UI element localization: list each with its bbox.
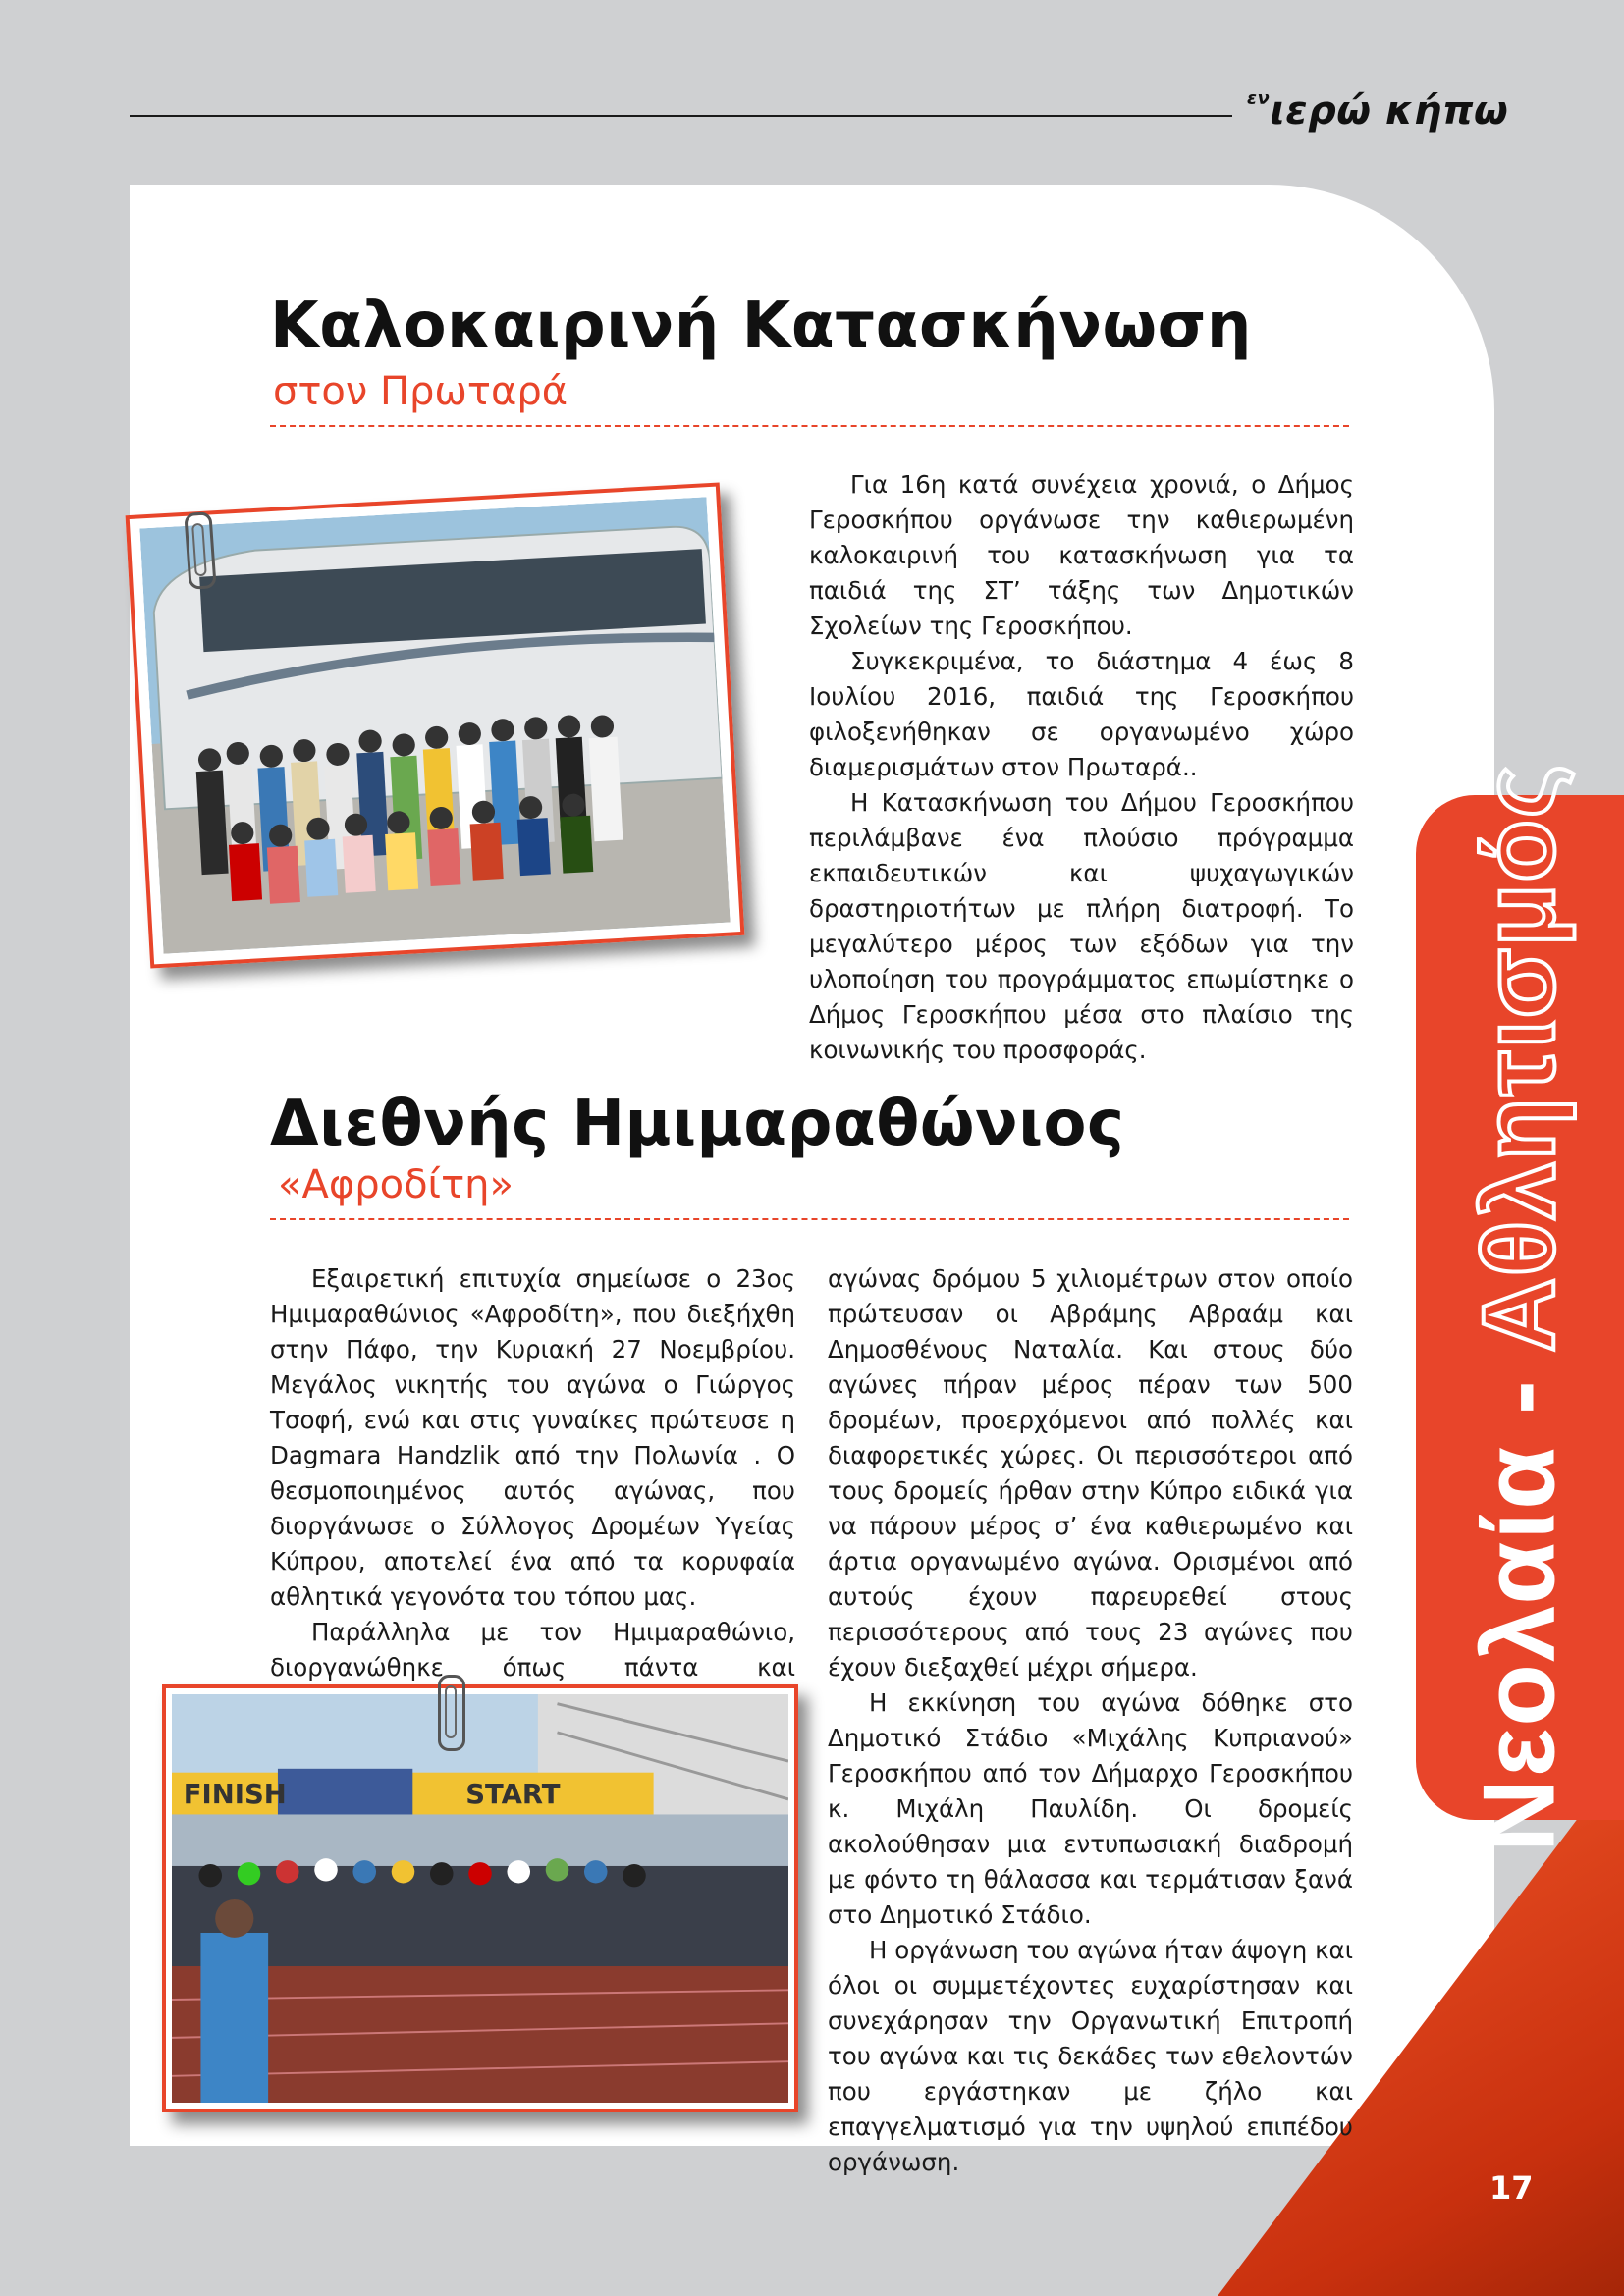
article2-title: Διεθνής Ημιμαραθώνιος [270,1088,1125,1160]
camp-photo [126,482,745,968]
header-rule [130,115,1232,117]
article2-paragraph: Εξαιρετική επιτυχία σημείωσε ο 23ος Ημιμαραθώνιος «Αφροδίτη», που διεξήχθη στην Πάφο, την Κυριακή 27 Νοεμβρίου. Μεγάλος νικητής του αγώνα ο Γιώργος Τσοφή, ενώ και στις γυναίκες πρώτευσε η Dagmara Handzlik από την Πολωνία . Ο θεσμοποιημένος αυτός αγώνας, που διοργάνωσε ο Σύλλογος Δρομέων Υγείας Κύπρου, αποτελεί ένα από τα κορυφαία αθλητικά γεγονότα του τόπου μας. [270,1264,795,1611]
article2-divider [270,1218,1349,1220]
finish-banner: FINISH [183,1779,287,1810]
magazine-title: $^{\varepsilon\nu}$ιερώ κήπω [1247,88,1509,133]
article2-paragraph: Η εκκίνηση του αγώνα δόθηκε στο Δημοτικό Στάδιο «Μιχάλης Κυπριανού» Γεροσκήπου από τον Δήμαρχο Γεροσκήπου κ. Μιχάλη Παυλίδη. Οι δρομείς ακολούθησαν μια εντυπωσιακή διαδρομή με φόντο τη θάλασσα και τερμάτισαν ξανά στο Δημοτικό Στάδιο. [828,1688,1353,1929]
paperclip-icon [184,511,216,590]
article1-paragraph: Για 16η κατά συνέχεια χρονιά, ο Δήμος Γεροσκήπου οργάνωσε την καθιερωμένη καλοκαιρινή του κατασκήνωση για τα παιδιά της ΣΤ’ τάξης των Δημοτικών Σχολείων της Γεροσκήπου. [809,470,1354,640]
article2-subtitle: «Αφροδίτη» [278,1162,514,1207]
article1-title: Καλοκαιρινή Κατασκήνωση [270,290,1252,362]
paperclip-icon [438,1675,465,1751]
article1-paragraph: Η Κατασκήνωση του Δήμου Γεροσκήπου περιλάμβανε ένα πλούσιο πρόγραμμα εκπαιδευτικών και ψυχαγωγικών δραστηριοτήτων με πλήρη διατροφή. Το μεγαλύτερο μέρος των εξόδων για την υλοποίηση του προγράμματος επωμίστηκε ο Δήμος Γεροσκήπου μέσα στο πλαίσιο της κοινωνικής του προσφοράς. [809,788,1354,1064]
race-photo [162,1684,798,2112]
page-number: 17 [1489,2169,1534,2207]
article1-divider [270,425,1349,427]
article2-left-column [270,1261,795,1721]
article1-subtitle: στον Πρωταρά [273,369,568,414]
section-tab [1416,762,1624,1853]
section-tab-label: Νεολαία - Αθλητισμός [1462,762,1577,1853]
start-banner: START [465,1779,561,1810]
article2-paragraph: Η οργάνωση του αγώνα ήταν άψογη και όλοι οι συμμετέχοντες ευχαρίστησαν και συνεχάρησαν την Οργανωτική Επιτροπή του αγώνα και τις δεκάδες των εθελοντών που εργάστηκαν με ζήλο και επαγγελματισμό για την υψηλού επιπέδου οργάνωση. [828,1936,1353,2176]
article1-paragraph: Συγκεκριμένα, το διάστημα 4 έως 8 Ιουλίου 2016, παιδιά της Γεροσκήπου φιλοξενήθηκαν σε οργανωμένο χώρο διαμερισμάτων στον Πρωταρά.. [809,647,1354,781]
article2-paragraph: αγώνας δρόμου 5 χιλιομέτρων στον οποίο πρώτευσαν οι Αβράμης Αβραάμ και Δημοσθένους Ναταλία. Και στους δύο αγώνες πήραν μέρος πέραν των 500 δρομέων, προερχόμενοι από πολλές και διαφορετικές χώρες. Οι περισσότεροι από τους δρομείς ήρθαν στην Κύπρο ειδικά για να πάρουν μέρος σ’ ένα καθιερωμένο και άρτια οργανωμένο αγώνα. Ορισμένοι από αυτούς έχουν παρευρεθεί στους περισσότερους από τους 23 αγώνες που έχουν διεξαχθεί μέχρι σήμερα. [828,1264,1353,1682]
article2-right-column [828,1261,1353,2180]
article1-body [809,467,1354,1068]
article2-paragraph: Παράλληλα με τον Ημιμαραθώνιο, διοργανώθηκε όπως πάντα και [270,1618,795,1682]
